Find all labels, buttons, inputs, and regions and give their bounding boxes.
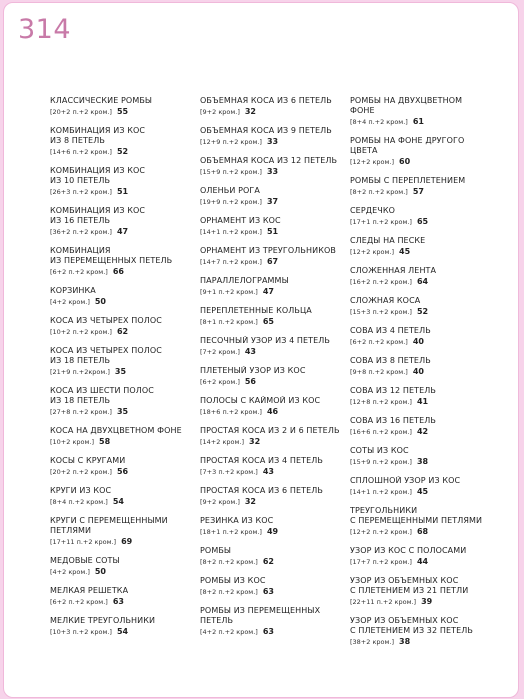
stitch-count: [12+2 кром.] xyxy=(350,248,394,256)
index-entry xyxy=(200,546,348,576)
stitch-repeat xyxy=(50,466,198,478)
index-entry xyxy=(350,576,506,616)
stitch-count: [8+2 п.+2 кром.] xyxy=(200,558,258,566)
pattern-name: СПЛОШНОЙ УЗОР ИЗ КОС xyxy=(350,476,461,485)
pattern-name: РОМБЫ ИЗ КОС xyxy=(200,576,266,585)
page-ref: 49 xyxy=(266,527,279,536)
stitch-count: [7+2 кром.] xyxy=(200,348,240,356)
stitch-repeat xyxy=(50,596,198,608)
pattern-name: СОВА ИЗ 8 ПЕТЕЛЬ xyxy=(350,356,431,365)
book-page xyxy=(3,2,519,698)
index-entry xyxy=(50,286,198,316)
pattern-name: КОМБИНАЦИЯ ИЗ ПЕРЕМЕЩЕННЫХ ПЕТЕЛЬ xyxy=(50,246,173,265)
index-entry xyxy=(200,426,348,456)
page-ref: 63 xyxy=(262,627,274,636)
index-entry xyxy=(50,246,198,286)
page-ref: 51 xyxy=(266,227,279,236)
index-entry xyxy=(50,616,198,646)
stitch-count: [27+8 п.+2 кром.] xyxy=(50,408,112,416)
pattern-name: ОРНАМЕНТ ИЗ КОС xyxy=(200,216,281,225)
index-entry xyxy=(200,336,348,366)
stitch-repeat xyxy=(350,426,506,438)
pattern-name: МЕДОВЫЕ СОТЫ xyxy=(50,556,120,565)
stitch-repeat xyxy=(200,556,348,568)
stitch-repeat xyxy=(200,496,348,508)
page-ref: 42 xyxy=(416,427,429,436)
page-ref: 39 xyxy=(421,597,433,606)
index-entry xyxy=(350,546,506,576)
stitch-repeat xyxy=(50,266,198,278)
pattern-name: КОСЫ С КРУГАМИ xyxy=(50,456,126,465)
stitch-repeat xyxy=(50,366,198,378)
page-ref: 66 xyxy=(112,267,124,276)
page-ref: 45 xyxy=(416,487,429,496)
page-ref: 33 xyxy=(266,167,279,176)
page-ref: 33 xyxy=(266,137,279,146)
stitch-repeat xyxy=(350,396,506,408)
stitch-repeat xyxy=(350,526,506,538)
stitch-repeat xyxy=(50,226,198,238)
page-ref: 67 xyxy=(266,257,279,266)
pattern-name: СОВА ИЗ 16 ПЕТЕЛЬ xyxy=(350,416,436,425)
stitch-count: [8+1 п.+2 кром.] xyxy=(200,318,258,326)
stitch-count: [7+3 п.+2 кром.] xyxy=(200,468,258,476)
page-ref: 69 xyxy=(121,537,133,546)
index-entry xyxy=(200,576,348,606)
index-entry xyxy=(350,386,506,416)
index-entry xyxy=(50,516,198,556)
stitch-repeat xyxy=(50,146,198,158)
index-entry xyxy=(350,356,506,386)
pattern-name: УЗОР ИЗ КОС С ПОЛОСАМИ xyxy=(350,546,467,555)
page-ref: 47 xyxy=(116,227,129,236)
page-ref: 56 xyxy=(116,467,129,476)
page-ref: 46 xyxy=(266,407,279,416)
pattern-name: КОСА НА ДВУХЦВЕТНОМ ФОНЕ xyxy=(50,426,182,435)
page-ref: 63 xyxy=(112,597,124,606)
index-entry xyxy=(200,96,348,126)
page-ref: 50 xyxy=(94,567,106,576)
index-entry xyxy=(350,206,506,236)
index-entry xyxy=(50,456,198,486)
stitch-repeat xyxy=(350,116,506,128)
index-column-1 xyxy=(50,96,198,646)
stitch-repeat xyxy=(200,106,348,118)
index-entry xyxy=(50,316,198,346)
stitch-count: [6+2 кром.] xyxy=(200,378,240,386)
pattern-name: КОСА ИЗ ЧЕТЫРЕХ ПОЛОС ИЗ 18 ПЕТЕЛЬ xyxy=(50,346,162,365)
stitch-count: [15+9 п.+2 кром.] xyxy=(200,168,262,176)
stitch-repeat xyxy=(200,196,348,208)
index-entry xyxy=(200,396,348,426)
stitch-count: [18+1 п.+2 кром.] xyxy=(200,528,262,536)
stitch-repeat xyxy=(50,296,198,308)
pattern-name: МЕЛКИЕ ТРЕУГОЛЬНИКИ xyxy=(50,616,156,625)
stitch-repeat xyxy=(200,136,348,148)
index-entry xyxy=(350,236,506,266)
index-entry xyxy=(200,606,348,646)
page-ref: 40 xyxy=(412,337,424,346)
index-entry xyxy=(350,266,506,296)
pattern-name: КРУГИ ИЗ КОС xyxy=(50,486,112,495)
stitch-repeat xyxy=(350,486,506,498)
stitch-repeat xyxy=(50,406,198,418)
page-ref: 58 xyxy=(99,437,111,446)
pattern-name: ПАРАЛЛЕЛОГРАММЫ xyxy=(200,276,289,285)
stitch-count: [12+9 п.+2 кром.] xyxy=(200,138,262,146)
page-ref: 45 xyxy=(399,247,411,256)
stitch-count: [12+2 кром.] xyxy=(350,158,394,166)
pattern-name: РОМБЫ НА ДВУХЦВЕТНОМ ФОНЕ xyxy=(350,96,463,115)
stitch-count: [9+8 п.+2 кром.] xyxy=(350,368,408,376)
page-ref: 64 xyxy=(416,277,429,286)
stitch-count: [18+6 п.+2 кром.] xyxy=(200,408,262,416)
index-entry xyxy=(350,476,506,506)
index-entry xyxy=(50,346,198,386)
pattern-name: СОВА ИЗ 12 ПЕТЕЛЬ xyxy=(350,386,436,395)
page-ref: 52 xyxy=(416,307,429,316)
pattern-name: СОТЫ ИЗ КОС xyxy=(350,446,409,455)
pattern-name: ОРНАМЕНТ ИЗ ТРЕУГОЛЬНИКОВ xyxy=(200,246,336,255)
pattern-name: КОСА ИЗ ЧЕТЫРЕХ ПОЛОС xyxy=(50,316,162,325)
stitch-repeat xyxy=(350,456,506,468)
pattern-name: ПРОСТАЯ КОСА ИЗ 4 ПЕТЕЛЬ xyxy=(200,456,323,465)
stitch-count: [19+9 п.+2 кром.] xyxy=(200,198,262,206)
page-ref: 37 xyxy=(266,197,279,206)
page-ref: 60 xyxy=(399,157,411,166)
stitch-repeat xyxy=(350,246,506,258)
stitch-repeat xyxy=(200,626,348,638)
stitch-repeat xyxy=(200,436,348,448)
page-ref: 62 xyxy=(116,327,129,336)
stitch-count: [4+2 п.+2 кром.] xyxy=(200,628,258,636)
index-columns xyxy=(50,96,518,696)
stitch-count: [16+6 п.+2 кром.] xyxy=(350,428,412,436)
index-entry xyxy=(350,326,506,356)
stitch-repeat xyxy=(350,336,506,348)
stitch-count: [4+2 кром.] xyxy=(50,298,90,306)
stitch-repeat xyxy=(200,316,348,328)
pattern-name: УЗОР ИЗ ОБЪЕМНЫХ КОС С ПЛЕТЕНИЕМ ИЗ 21 ПЕТЛИ xyxy=(350,576,469,595)
index-entry xyxy=(350,416,506,446)
pattern-name: ПЕРЕПЛЕТЕННЫЕ КОЛЬЦА xyxy=(200,306,312,315)
stitch-repeat xyxy=(200,166,348,178)
index-entry xyxy=(350,446,506,476)
pattern-name: КОМБИНАЦИЯ ИЗ КОС ИЗ 8 ПЕТЕЛЬ xyxy=(50,126,146,145)
stitch-repeat xyxy=(350,276,506,288)
page-ref: 35 xyxy=(116,407,129,416)
page-number: 314 xyxy=(18,14,72,45)
stitch-repeat xyxy=(50,436,198,448)
page-ref: 38 xyxy=(399,637,411,646)
index-entry xyxy=(50,206,198,246)
stitch-count: [20+2 п.+2 кром.] xyxy=(50,468,112,476)
stitch-count: [17+11 п.+2 кром.] xyxy=(50,538,117,546)
index-entry xyxy=(50,556,198,586)
stitch-count: [17+7 п.+2 кром.] xyxy=(350,558,412,566)
stitch-count: [21+9 п.+2кром.] xyxy=(50,368,110,376)
page-ref: 50 xyxy=(94,297,106,306)
stitch-repeat xyxy=(50,626,198,638)
index-entry xyxy=(200,456,348,486)
stitch-count: [8+4 п.+2 кром.] xyxy=(350,118,408,126)
index-entry xyxy=(200,186,348,216)
stitch-repeat xyxy=(350,216,506,228)
pattern-name: ПЛЕТЕНЫЙ УЗОР ИЗ КОС xyxy=(200,366,306,375)
stitch-count: [26+3 п.+2 кром.] xyxy=(50,188,112,196)
pattern-name: ОБЪЕМНАЯ КОСА ИЗ 6 ПЕТЕЛЬ xyxy=(200,96,332,105)
index-entry xyxy=(200,306,348,336)
stitch-repeat xyxy=(350,636,506,648)
stitch-repeat xyxy=(350,186,506,198)
index-entry xyxy=(50,126,198,166)
stitch-count: [8+4 п.+2 кром.] xyxy=(50,498,108,506)
stitch-count: [15+3 п.+2 кром.] xyxy=(350,308,412,316)
pattern-name: ПОЛОСЫ С КАЙМОЙ ИЗ КОС xyxy=(200,396,321,405)
pattern-name: ОЛЕНЬИ РОГА xyxy=(200,186,260,195)
stitch-count: [20+2 п.+2 кром.] xyxy=(50,108,112,116)
index-entry xyxy=(200,516,348,546)
stitch-count: [16+2 п.+2 кром.] xyxy=(350,278,412,286)
stitch-repeat xyxy=(200,406,348,418)
index-entry xyxy=(350,506,506,546)
index-entry xyxy=(200,486,348,516)
pattern-name: КОМБИНАЦИЯ ИЗ КОС ИЗ 10 ПЕТЕЛЬ xyxy=(50,166,146,185)
stitch-repeat xyxy=(200,256,348,268)
pattern-name: УЗОР ИЗ ОБЪЕМНЫХ КОС С ПЛЕТЕНИЕМ ИЗ 32 ПЕТЕЛЬ xyxy=(350,616,473,635)
page-ref: 32 xyxy=(244,497,256,506)
pattern-name: ТРЕУГОЛЬНИКИ С ПЕРЕМЕЩЕННЫМИ ПЕТЛЯМИ xyxy=(350,506,483,525)
pattern-name: РОМБЫ xyxy=(200,546,232,555)
index-entry xyxy=(50,486,198,516)
pattern-name: РОМБЫ ИЗ ПЕРЕМЕЩЕННЫХ ПЕТЕЛЬ xyxy=(200,606,321,625)
page-ref: 43 xyxy=(244,347,256,356)
page-ref: 62 xyxy=(262,557,274,566)
stitch-count: [14+1 п.+2 кром.] xyxy=(350,488,412,496)
pattern-name: ПРОСТАЯ КОСА ИЗ 6 ПЕТЕЛЬ xyxy=(200,486,323,495)
page-ref: 61 xyxy=(412,117,424,126)
stitch-repeat xyxy=(50,186,198,198)
page-ref: 43 xyxy=(262,467,274,476)
index-entry xyxy=(50,386,198,426)
stitch-count: [9+2 кром.] xyxy=(200,108,240,116)
stitch-count: [10+2 кром.] xyxy=(50,438,94,446)
pattern-name: СОВА ИЗ 4 ПЕТЕЛЬ xyxy=(350,326,431,335)
pattern-name: РОМБЫ С ПЕРЕПЛЕТЕНИЕМ xyxy=(350,176,466,185)
pattern-name: ОБЪЕМНАЯ КОСА ИЗ 9 ПЕТЕЛЬ xyxy=(200,126,332,135)
page-ref: 32 xyxy=(244,107,256,116)
stitch-count: [14+1 п.+2 кром.] xyxy=(200,228,262,236)
page-ref: 35 xyxy=(114,367,127,376)
pattern-name: РОМБЫ НА ФОНЕ ДРУГОГО ЦВЕТА xyxy=(350,136,465,155)
page-ref: 54 xyxy=(112,497,124,506)
pattern-name: КЛАССИЧЕСКИЕ РОМБЫ xyxy=(50,96,153,105)
index-entry xyxy=(350,96,506,136)
index-column-3 xyxy=(350,96,506,656)
index-entry xyxy=(200,216,348,246)
stitch-repeat xyxy=(50,496,198,508)
page-ref: 47 xyxy=(262,287,274,296)
stitch-count: [6+2 п.+2 кром.] xyxy=(50,268,108,276)
pattern-name: КРУГИ С ПЕРЕМЕЩЕННЫМИ ПЕТЛЯМИ xyxy=(50,516,168,535)
page-ref: 63 xyxy=(262,587,274,596)
pattern-name: КОМБИНАЦИЯ ИЗ КОС ИЗ 16 ПЕТЕЛЬ xyxy=(50,206,146,225)
page-ref: 32 xyxy=(249,437,261,446)
page-ref: 56 xyxy=(244,377,256,386)
pattern-name: ОБЪЕМНАЯ КОСА ИЗ 12 ПЕТЕЛЬ xyxy=(200,156,338,165)
index-entry xyxy=(50,166,198,206)
stitch-repeat xyxy=(200,226,348,238)
stitch-repeat xyxy=(200,586,348,598)
stitch-count: [12+2 п.+2 кром.] xyxy=(350,528,412,536)
stitch-count: [36+2 п.+2 кром.] xyxy=(50,228,112,236)
stitch-count: [22+11 п.+2 кром.] xyxy=(350,598,417,606)
index-entry xyxy=(350,296,506,326)
page-ref: 41 xyxy=(416,397,429,406)
pattern-name: ПЕСОЧНЫЙ УЗОР ИЗ 4 ПЕТЕЛЬ xyxy=(200,336,331,345)
index-entry xyxy=(200,276,348,306)
pattern-name: РЕЗИНКА ИЗ КОС xyxy=(200,516,274,525)
stitch-count: [14+6 п.+2 кром.] xyxy=(50,148,112,156)
stitch-repeat xyxy=(200,286,348,298)
index-entry xyxy=(50,96,198,126)
index-entry xyxy=(350,136,506,176)
index-column-2 xyxy=(200,96,348,646)
stitch-repeat xyxy=(200,466,348,478)
pattern-name: КОРЗИНКА xyxy=(50,286,96,295)
index-entry xyxy=(200,246,348,276)
stitch-repeat xyxy=(50,536,198,548)
page-ref: 38 xyxy=(416,457,429,466)
stitch-count: [6+2 п.+2 кром.] xyxy=(50,598,108,606)
page-ref: 52 xyxy=(116,147,129,156)
page-ref: 51 xyxy=(116,187,129,196)
stitch-count: [38+2 кром.] xyxy=(350,638,394,646)
stitch-repeat xyxy=(350,156,506,168)
index-entry xyxy=(200,366,348,396)
pattern-name: СЛОЖЕННАЯ ЛЕНТА xyxy=(350,266,437,275)
stitch-repeat xyxy=(350,306,506,318)
page-ref: 44 xyxy=(416,557,429,566)
stitch-count: [12+8 п.+2 кром.] xyxy=(350,398,412,406)
stitch-count: [14+7 п.+2 кром.] xyxy=(200,258,262,266)
index-entry xyxy=(200,126,348,156)
page-ref: 68 xyxy=(416,527,429,536)
stitch-repeat xyxy=(200,526,348,538)
stitch-repeat xyxy=(50,106,198,118)
stitch-count: [8+2 п.+2 кром.] xyxy=(350,188,408,196)
pattern-name: МЕЛКАЯ РЕШЕТКА xyxy=(50,586,129,595)
pattern-name: СЛЕДЫ НА ПЕСКЕ xyxy=(350,236,426,245)
stitch-count: [9+1 п.+2 кром.] xyxy=(200,288,258,296)
page-ref: 65 xyxy=(262,317,274,326)
stitch-count: [17+1 п.+2 кром.] xyxy=(350,218,412,226)
page-ref: 54 xyxy=(116,627,129,636)
page-ref: 65 xyxy=(416,217,429,226)
pattern-name: КОСА ИЗ ШЕСТИ ПОЛОС ИЗ 18 ПЕТЕЛЬ xyxy=(50,386,154,405)
stitch-repeat xyxy=(50,326,198,338)
stitch-count: [14+2 кром.] xyxy=(200,438,244,446)
stitch-count: [4+2 кром.] xyxy=(50,568,90,576)
pattern-name: СЕРДЕЧКО xyxy=(350,206,396,215)
pattern-name: СЛОЖНАЯ КОСА xyxy=(350,296,421,305)
stitch-repeat xyxy=(350,366,506,378)
stitch-count: [10+2 п.+2 кром.] xyxy=(50,328,112,336)
stitch-count: [9+2 кром.] xyxy=(200,498,240,506)
index-entry xyxy=(50,426,198,456)
stitch-repeat xyxy=(200,376,348,388)
stitch-repeat xyxy=(50,566,198,578)
stitch-count: [10+3 п.+2 кром.] xyxy=(50,628,112,636)
index-entry xyxy=(350,176,506,206)
stitch-count: [6+2 п.+2 кром.] xyxy=(350,338,408,346)
stitch-repeat xyxy=(350,596,506,608)
page-ref: 55 xyxy=(116,107,129,116)
stitch-repeat xyxy=(350,556,506,568)
page-ref: 40 xyxy=(412,367,424,376)
index-entry xyxy=(350,616,506,656)
page-ref: 57 xyxy=(412,187,424,196)
stitch-count: [8+2 п.+2 кром.] xyxy=(200,588,258,596)
index-entry xyxy=(200,156,348,186)
pattern-name: ПРОСТАЯ КОСА ИЗ 2 И 6 ПЕТЕЛЬ xyxy=(200,426,340,435)
stitch-count: [15+9 п.+2 кром.] xyxy=(350,458,412,466)
stitch-repeat xyxy=(200,346,348,358)
index-entry xyxy=(50,586,198,616)
